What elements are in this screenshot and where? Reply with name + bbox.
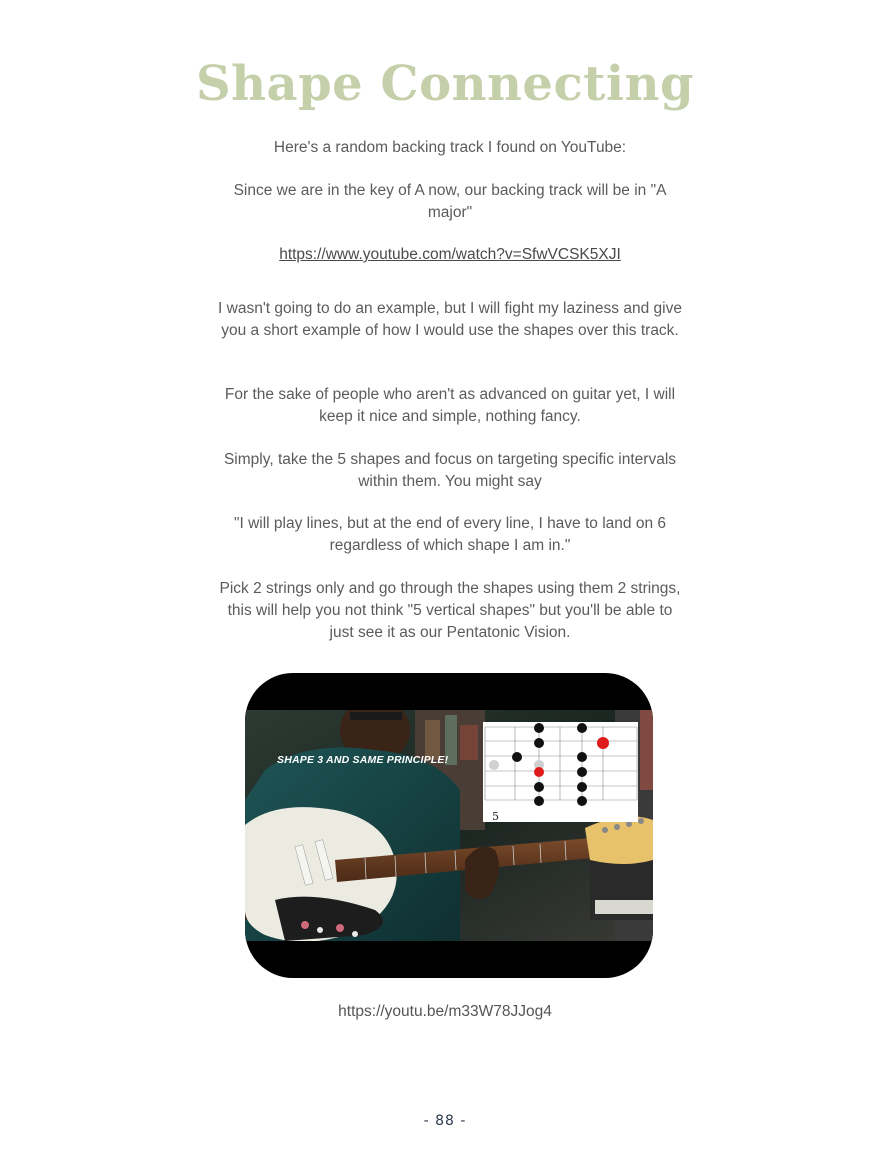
video-frame xyxy=(245,710,653,941)
page-title: Shape Connecting xyxy=(195,56,695,112)
video-scene xyxy=(245,710,653,941)
intervals-paragraph: Simply, take the 5 shapes and focus on targeting specific intervals within them. You might say xyxy=(223,451,677,490)
key-paragraph: Since we are in the key of A now, our backing track will be in "A major" xyxy=(233,182,667,221)
video-link[interactable]: https://youtu.be/m33W78JJog4 xyxy=(338,1003,552,1020)
video-overlay-caption: SHAPE 3 AND SAME PRINCIPLE! xyxy=(277,754,449,766)
video-thumbnail[interactable] xyxy=(245,673,653,978)
page-number: - 88 - xyxy=(423,1113,467,1129)
example-paragraph: I wasn't going to do an example, but I will fight my laziness and give you a short example of how I would use the shapes over this track. xyxy=(218,300,682,339)
intro-paragraph: Here's a random backing track I found on YouTube: xyxy=(273,139,627,156)
beginner-paragraph: For the sake of people who aren't as advanced on guitar yet, I will keep it nice and simple, nothing fancy. xyxy=(224,386,676,425)
backing-track-link[interactable]: https://www.youtube.com/watch?v=SfwVCSK5XJI xyxy=(279,246,621,263)
two-strings-paragraph: Pick 2 strings only and go through the shapes using them 2 strings, this will help you not think "5 vertical shapes" but you'll be able to just see it as our Pentatonic Vision. xyxy=(219,580,681,641)
quote-paragraph: "I will play lines, but at the end of every line, I have to land on 6 regardless of which shape I am in." xyxy=(233,515,666,554)
fret-number-label: 5 xyxy=(492,810,499,823)
